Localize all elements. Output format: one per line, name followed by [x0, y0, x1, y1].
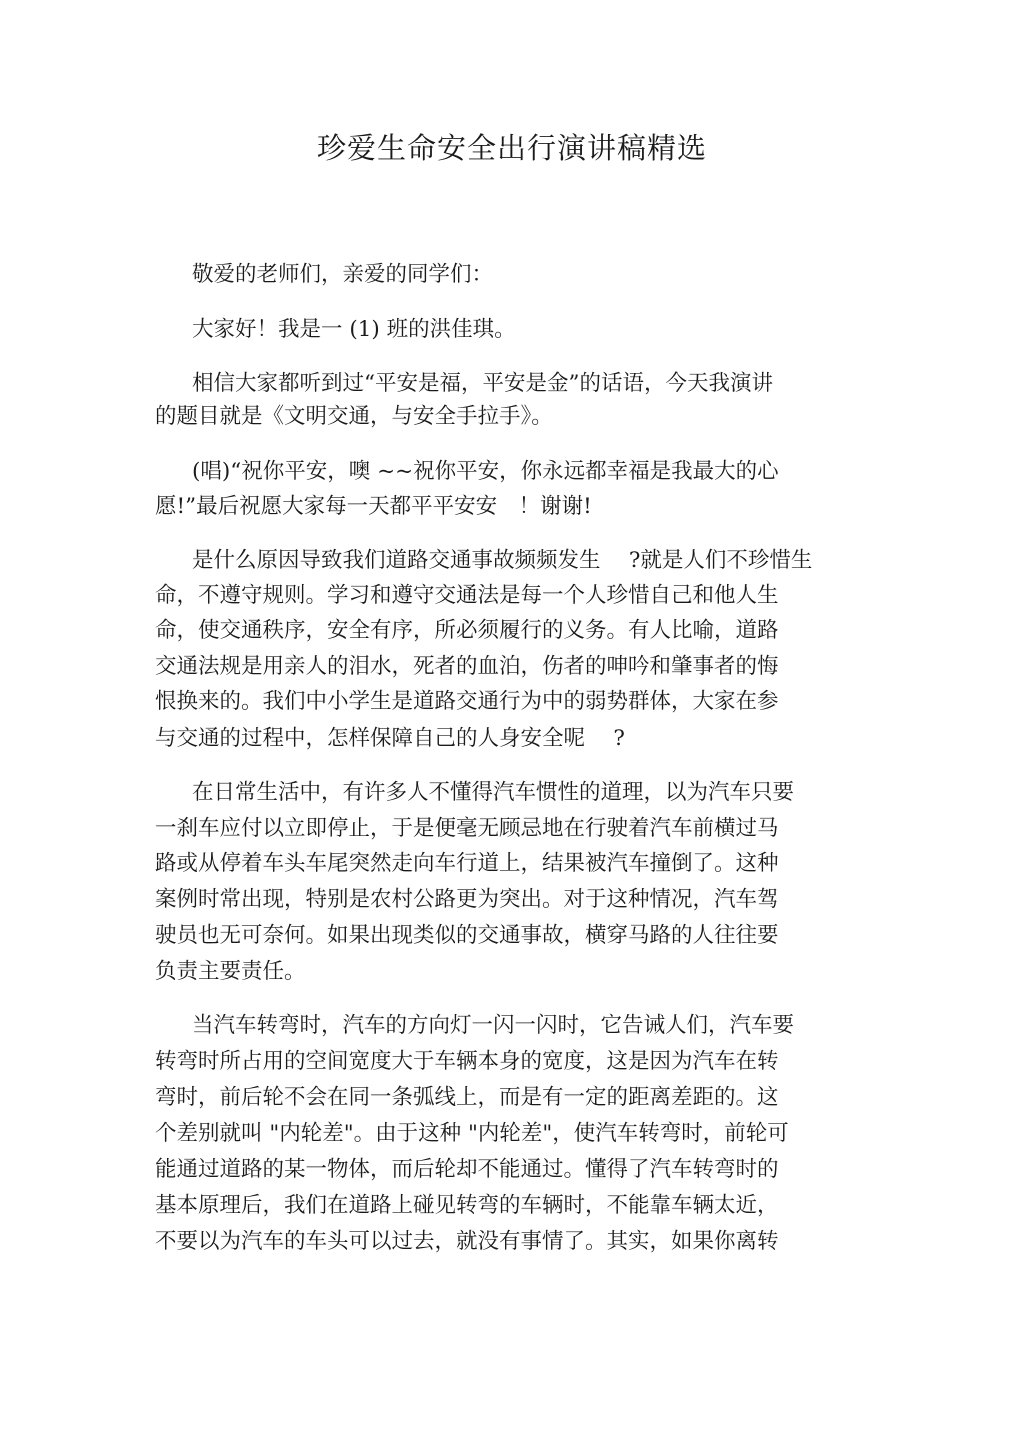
text-line: 在日常生活中，有许多人不懂得汽车惯性的道理，以为汽车只要 — [192, 780, 795, 805]
text-line: 敬爱的老师们，亲爱的同学们： — [192, 262, 494, 287]
text-line: 交通法规是用亲人的泪水，死者的血泊，伤者的呻吟和肇事者的悔 — [155, 654, 779, 679]
text-line: 相信大家都听到过“平安是福，平安是金”的话语，今天我演讲 — [192, 371, 773, 396]
text-line: 能通过道路的某一物体，而后轮却不能通过。懂得了汽车转弯时的 — [155, 1157, 779, 1182]
text-line: 个差别就叫 "内轮差"。由于这种 "内轮差"，使汽车转弯时，前轮可 — [155, 1121, 789, 1146]
text-line: 命，不遵守规则。学习和遵守交通法是每一个人珍惜自己和他人生 — [155, 583, 779, 608]
text-line: 不要以为汽车的车头可以过去，就没有事情了。其实，如果你离转 — [155, 1229, 779, 1254]
text-line: 弯时，前后轮不会在同一条弧线上，而是有一定的距离差距的。这 — [155, 1085, 779, 1110]
text-line: 当汽车转弯时，汽车的方向灯一闪一闪时，它告诫人们，汽车要 — [192, 1013, 795, 1038]
text-line: 路或从停着车头车尾突然走向车行道上，结果被汽车撞倒了。这种 — [155, 851, 779, 876]
text-line: (唱)“祝你平安，噢 ~~祝你平安，你永远都幸福是我最大的心 — [192, 459, 779, 484]
text-line: 驶员也无可奈何。如果出现类似的交通事故，横穿马路的人往往要 — [155, 923, 779, 948]
text-line: 命，使交通秩序，安全有序，所必须履行的义务。有人比喻，道路 — [155, 618, 779, 643]
text-line: 恨换来的。我们中小学生是道路交通行为中的弱势群体，大家在参 — [155, 689, 779, 714]
text-line: 一刹车应付以立即停止，于是便毫无顾忌地在行驶着汽车前横过马 — [155, 816, 779, 841]
text-line: 基本原理后，我们在道路上碰见转弯的车辆时，不能靠车辆太近， — [155, 1193, 779, 1218]
text-line: 转弯时所占用的空间宽度大于车辆本身的宽度，这是因为汽车在转 — [155, 1049, 779, 1074]
text-line: 愿!”最后祝愿大家每一天都平平安安 ！谢谢! — [155, 494, 592, 519]
text-line: 与交通的过程中，怎样保障自己的人身安全呢 ? — [155, 726, 625, 751]
text-line: 负责主要责任。 — [155, 959, 306, 984]
document-title: 珍爱生命安全出行演讲稿精选 — [316, 131, 707, 165]
text-line: 大家好！我是一 (1) 班的洪佳琪。 — [192, 317, 516, 342]
text-line: 的题目就是《文明交通，与安全手拉手》。 — [155, 404, 553, 429]
text-line: 是什么原因导致我们道路交通事故频频发生 ?就是人们不珍惜生 — [192, 548, 813, 573]
text-line: 案例时常出现，特别是农村公路更为突出。对于这种情况，汽车驾 — [155, 887, 779, 912]
